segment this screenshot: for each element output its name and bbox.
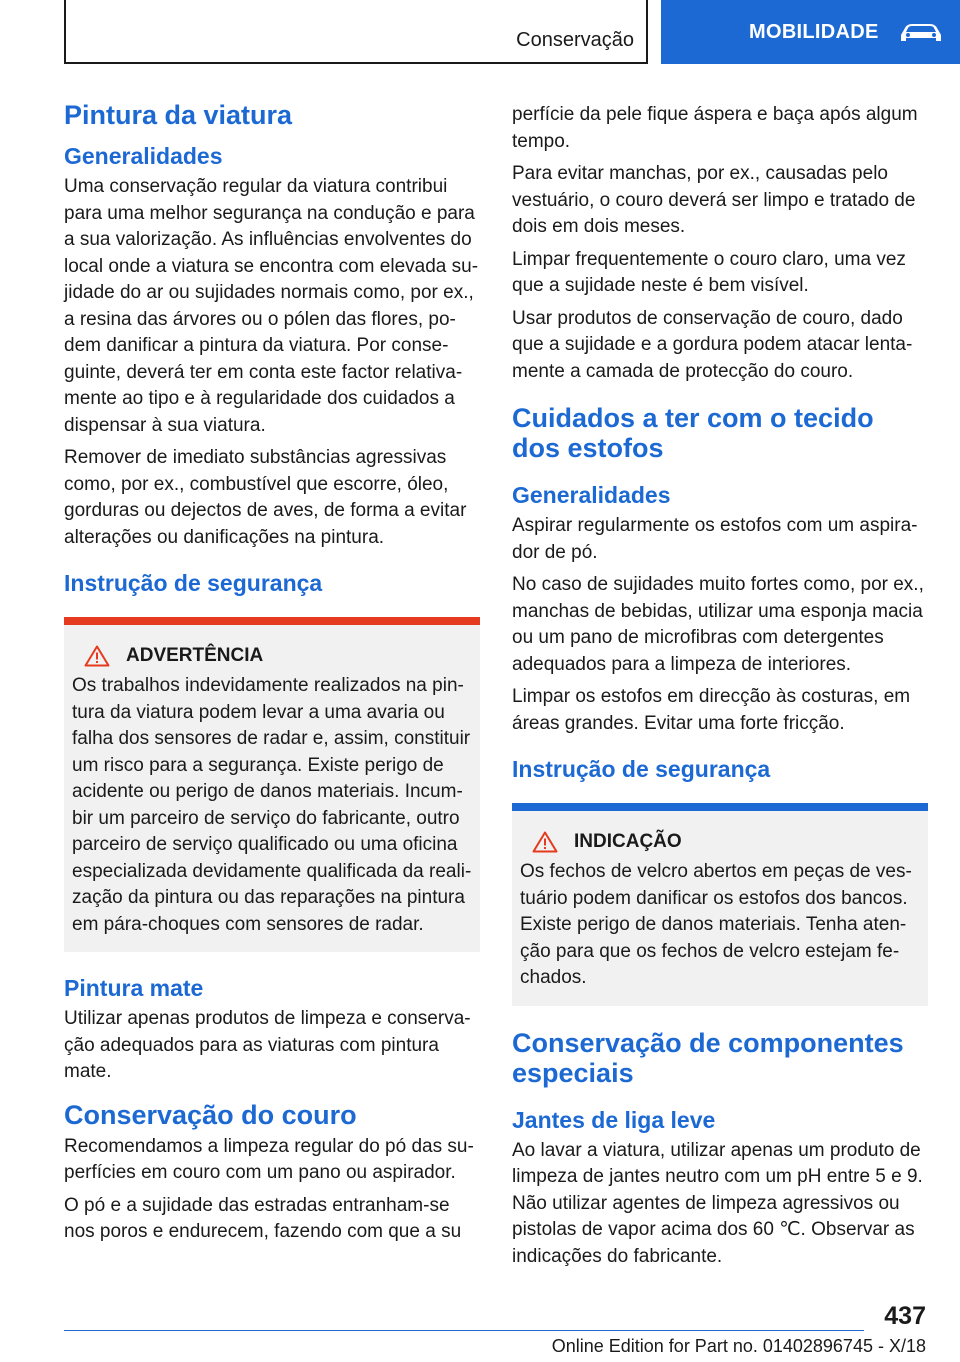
warning-triangle-icon [84,645,110,667]
heading-general: Generalidades [512,482,671,508]
header-chapter-label: MOBILIDADE [749,20,879,43]
paragraph: No caso de sujidades muito fortes como, por ex., manchas de bebidas, utilizar uma esponja macia ou um pano de microfibras com detergentes adequados para a limpeza de interiores. [512,574,924,675]
heading-general: Generalidades [64,143,223,169]
heading-matte-paint: Pintura mate [64,975,204,1001]
paragraph: Utilizar apenas produtos de limpeza e conservação adequados para as viaturas com pintura mate. [64,1008,471,1082]
note-text: Os fechos de velcro abertos em peças de vestuário podem danificar os estofos dos bancos. Existe perigo de danos materiais. Tenha atenção para que os fechos de velcro estejam fechados. [520,861,912,988]
section-title-special: Conservação de componentes especiais [512,1027,904,1088]
paragraph: Limpar frequentemente o couro claro, uma vez que a sujidade neste é bem visível. [512,248,906,296]
header-chapter-tab[interactable] [661,0,960,64]
section-title-leather: Conservação do couro [64,1099,357,1130]
paragraph: Ao lavar a viatura, utilizar apenas um produto de limpeza de jantes neutro com um pH entre 5 e 9. Não utilizar agentes de limpeza agressivos ou pistolas de vapor acima dos 60 ℃. Observar as indicações do fabricante. [512,1139,923,1267]
note-box [512,803,928,1006]
section-title-fabric: Cuidados a ter com o tecido dos estofos [512,403,874,463]
left-column [64,100,480,1252]
heading-alloy-wheels: Jantes de liga leve [512,1106,716,1133]
paragraph: Para evitar manchas, por ex., causadas pelo vestuário, o couro deverá ser limpo e tratado de dois em dois meses. [512,163,916,237]
header-section-box [64,0,648,64]
paragraph: Remover de imediato substâncias agressivas como, por ex., combustível que escorre, óleo, gorduras ou dejectos de aves, de forma a evitar alterações ou danificações na pintura. [64,447,467,548]
paragraph: Limpar os estofos em direcção às costuras, em áreas grandes. Evitar uma forte fricção. [512,686,911,734]
right-column [512,102,928,1276]
note-title: INDICAÇÃO [574,831,682,852]
paragraph: Aspirar regularmente os estofos com um aspirador de pó. [512,515,918,563]
paragraph: Recomendamos a limpeza regular do pó das superfícies em couro com um pano ou aspirador. [64,1135,474,1183]
heading-safety: Instrução de segurança [512,756,771,782]
footer-edition: Online Edition for Part no. 01402896745 - X/18 [551,1336,926,1356]
heading-safety: Instrução de segurança [64,570,323,596]
paragraph: perfície da pele fique áspera e baça após algum tempo. [512,104,918,152]
warning-triangle-icon [532,831,558,853]
paragraph: Usar produtos de conservação de couro, dado que a sujidade e a gordura podem atacar lentamente a camada de protecção do couro. [512,307,913,382]
warning-text: Os trabalhos indevidamente realizados na pintura da viatura podem levar a uma avaria ou falha dos sensores de radar e, assim, constituir um risco para a segurança. Existe perigo de acidente ou perigo de danos materiais. Incumbir um parceiro de serviço do fabricante, outro parceiro de serviço qualificado ou uma oficina especializada devidamente qualificada da realização da pintura ou das reparações na pintura em pára-choques com sensores de radar. [72,675,472,935]
warning-title: ADVERTÊNCIA [126,645,264,666]
paragraph: Uma conservação regular da viatura contribui para uma melhor segurança na condução e para a sua valorização. As influências envolventes do local onde a viatura se encontra com elevada sujidade do ar ou sujidades normais como, por ex., a resina das árvores ou o pólen das flores, podem danificar a pintura da viatura. Por conseguinte, deverá ter em conta este factor relativamente ao tipo e à regularidade dos cuidados a dispensar à sua viatura. [64,176,479,436]
page-number: 437 [884,1302,926,1330]
section-title-paint: Pintura da viatura [64,100,293,130]
warning-box [64,617,480,952]
paragraph: O pó e a sujidade das estradas entranham-se nos poros e endurecem, fazendo com que a su [64,1194,462,1242]
footer-divider [64,1330,864,1331]
car-icon [897,20,945,44]
header-section-title: Conservação [516,29,634,51]
